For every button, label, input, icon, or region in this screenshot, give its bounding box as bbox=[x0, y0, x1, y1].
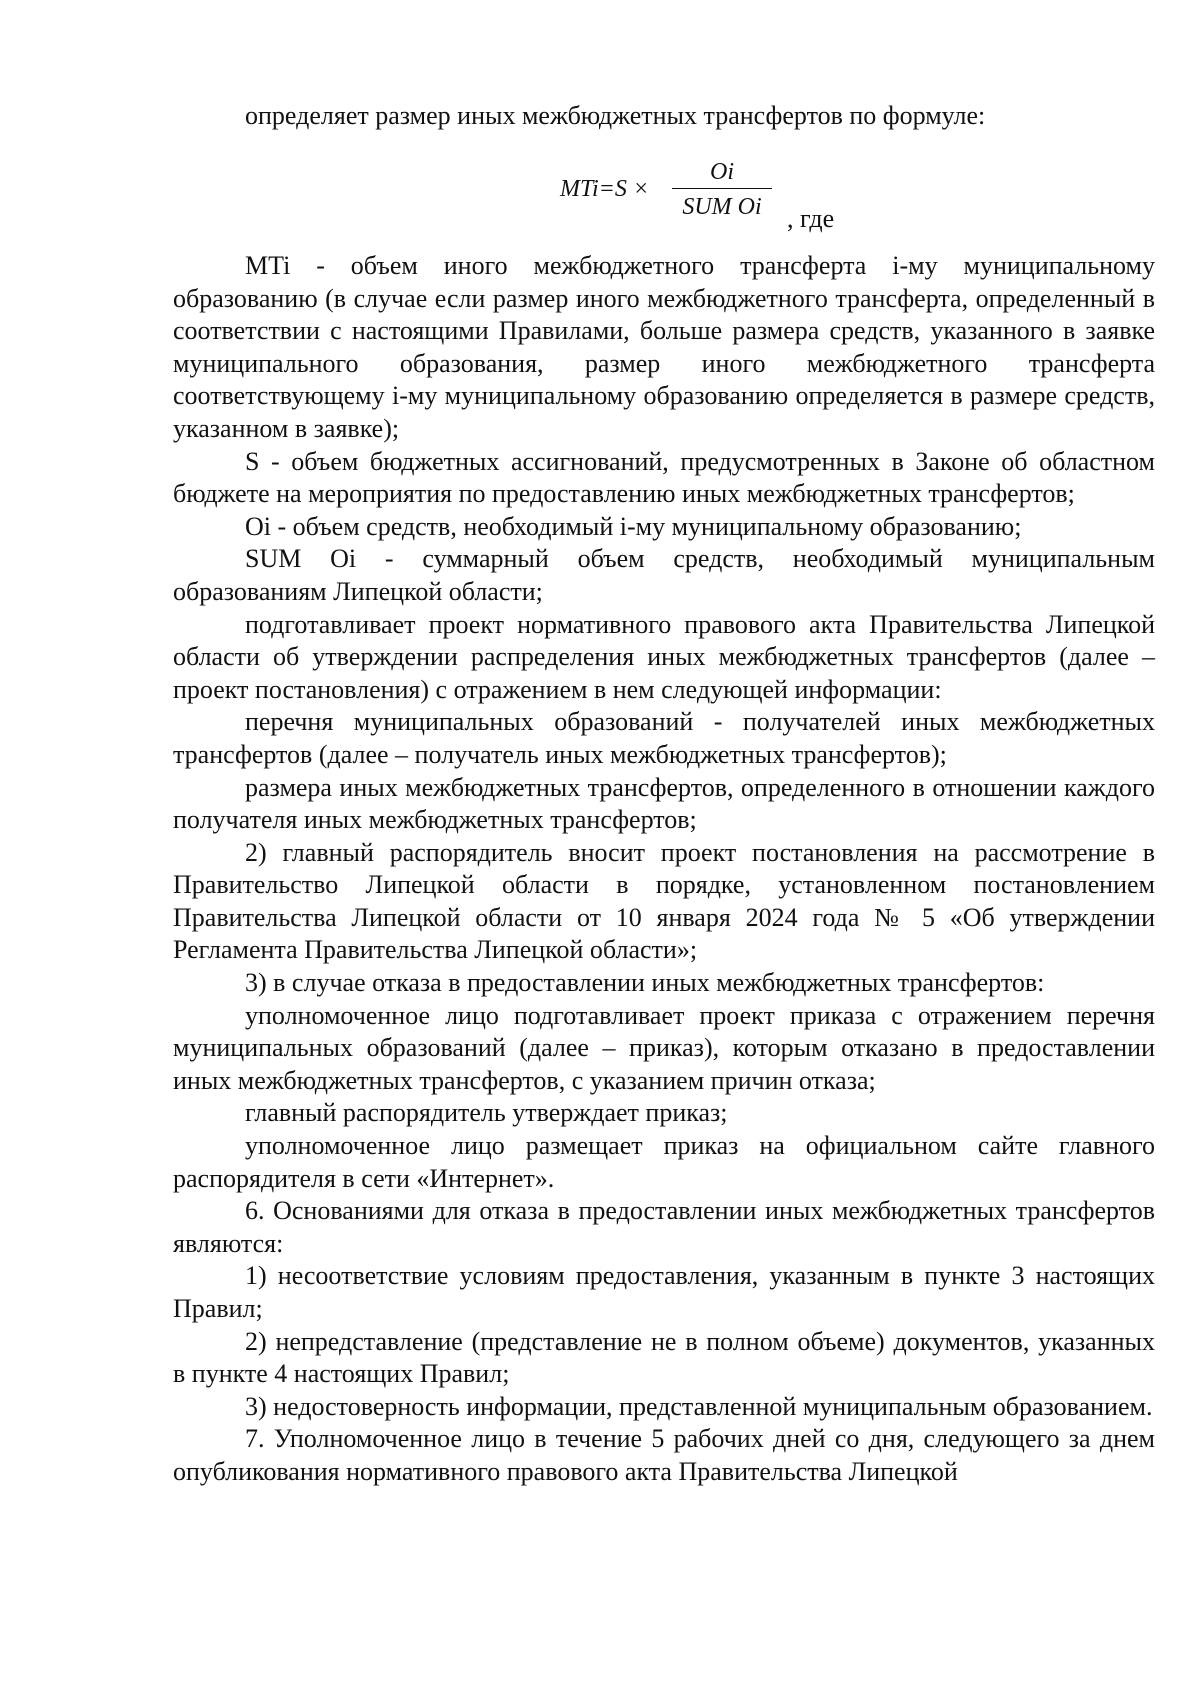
paragraph: 3) в случае отказа в предоставлении иных межбюджетных трансфертов: bbox=[245, 968, 1045, 998]
formula bbox=[560, 158, 860, 238]
paragraph: главный распорядитель утверждает приказ; bbox=[245, 1098, 728, 1128]
paragraph: уполномоченное лицо подготавливает проект приказа с отражением перечня муниципальных образований (далее – приказ), которым отказано в предоставлении иных межбюджетных трансфертов, с указанием причин отказа; bbox=[173, 1000, 1155, 1095]
formula-fraction bbox=[672, 158, 772, 221]
paragraph: подготавливает проект нормативного правового акта Правительства Липецкой области об утверждении распределения иных межбюджетных трансфертов (далее – проект постановления) с отражением в нем следующей информации: bbox=[173, 609, 1155, 704]
paragraph: Oi - объем средств, необходимый i-му муниципальному образованию; bbox=[245, 511, 1022, 541]
paragraph: 6. Основаниями для отказа в предоставлении иных межбюджетных трансфертов являются: bbox=[173, 1196, 1155, 1258]
paragraph: 3) недостоверность информации, представленной муниципальным образованием. bbox=[245, 1391, 1153, 1421]
formula-numerator: Oi bbox=[710, 159, 734, 185]
paragraph: SUM Oi - суммарный объем средств, необходимый муниципальным образованиям Липецкой области; bbox=[173, 544, 1155, 606]
paragraph: перечня муниципальных образований - получателей иных межбюджетных трансфертов (далее – получатель иных межбюджетных трансфертов); bbox=[173, 707, 1155, 769]
paragraph: уполномоченное лицо размещает приказ на официальном сайте главного распорядителя в сети «Интернет». bbox=[173, 1131, 1155, 1193]
paragraph: 1) несоответствие условиям предоставления, указанным в пункте 3 настоящих Правил; bbox=[173, 1261, 1155, 1323]
fraction-bar bbox=[672, 188, 772, 189]
paragraph: размера иных межбюджетных трансфертов, определенного в отношении каждого получателя иных межбюджетных трансфертов; bbox=[173, 772, 1155, 835]
paragraph: 7. Уполномоченное лицо в течение 5 рабочих дней со дня, следующего за днем опубликования нормативного правового акта Правительства Липецкой bbox=[173, 1424, 1155, 1486]
formula-denominator: SUM Oi bbox=[682, 194, 762, 220]
paragraph: S - объем бюджетных ассигнований, предусмотренных в Законе об областном бюджете на мероприятия по предоставлению иных межбюджетных трансфертов; bbox=[173, 446, 1155, 509]
paragraph: 2) непредставление (представление не в полном объеме) документов, указанных в пункте 4 настоящих Правил; bbox=[173, 1326, 1155, 1389]
paragraph: MTi - объем иного межбюджетного трансферта i-му муниципальному образованию (в случае если размер иного межбюджетного трансферта, определенный в соответствии с настоящими Правилами, больше размера средств, указанного в заявке муниципального образования, размер иного межбюджетного трансферта соответствующему i-му муниципальному образованию определяется в размере средств, указанном в заявке); bbox=[173, 251, 1155, 443]
body-text bbox=[173, 250, 1155, 1489]
paragraph: 2) главный распорядитель вносит проект постановления на рассмотрение в Правительство Липецкой области в порядке, установленном постановлением Правительства Липецкой области от 10 января 2024 года № 5 «Об утверждении Регламента Правительства Липецкой области»; bbox=[173, 837, 1155, 965]
formula-lhs: MTi=S × bbox=[560, 176, 650, 202]
formula-suffix: , где bbox=[787, 204, 835, 233]
intro-line: определяет размер иных межбюджетных трансфертов по формуле: bbox=[245, 101, 986, 130]
